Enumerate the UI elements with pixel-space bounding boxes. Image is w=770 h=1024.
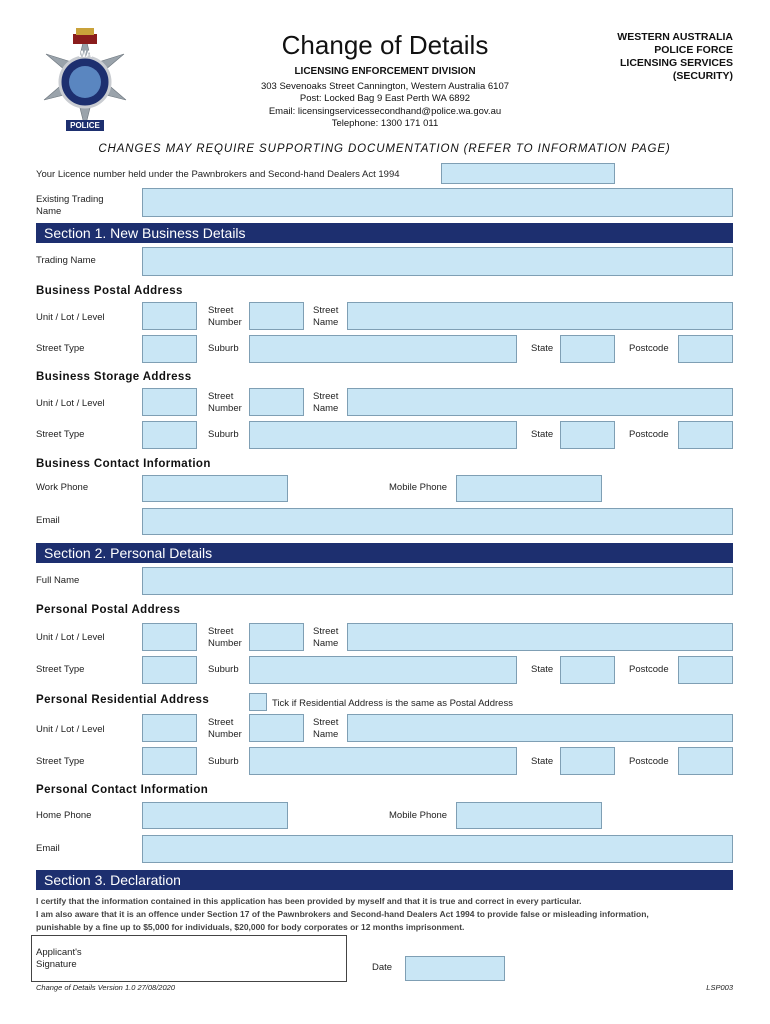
personal-email-field[interactable] [142,835,733,863]
email-line: Email: licensingservicessecondhand@police.wa.gov.au [268,105,502,117]
label-line: Street [313,626,339,637]
bs-state-field[interactable] [560,421,615,449]
section-2-header: Section 2. Personal Details [36,543,733,563]
same-as-postal-checkbox[interactable] [249,693,267,711]
label-line: Applicant's [36,947,82,958]
label-line: Street [208,305,234,316]
label-line: Street [208,626,234,637]
division-name: LICENSING ENFORCEMENT DIVISION [294,66,476,77]
email-label: Email [36,515,60,526]
postcode-label: Postcode [629,343,669,354]
street-name-label [313,717,338,741]
licence-number-label: Your Licence number held under the Pawnbrokers and Second-hand Dealers Act 1994 [36,169,400,180]
home-phone-field[interactable] [142,802,288,829]
existing-trading-name-label [36,194,104,218]
street-number-label [208,717,242,741]
bp-street-number-field[interactable] [249,302,304,330]
personal-postal-heading: Personal Postal Address [36,604,181,616]
police-logo [36,24,134,136]
date-field[interactable] [405,956,505,981]
pr-street-number-field[interactable] [249,714,304,742]
pp-state-field[interactable] [560,656,615,684]
declaration-line: punishable by a fine up to $5,000 for individuals, $20,000 for body corporates or 12 months imprisonment. [36,922,465,932]
full-name-label: Full Name [36,575,80,586]
street-type-label: Street Type [36,429,85,440]
pr-street-type-field[interactable] [142,747,197,775]
unit-label: Unit / Lot / Level [36,312,105,323]
mobile-phone-label: Mobile Phone [389,810,448,821]
business-contact-heading: Business Contact Information [36,458,211,470]
pp-postcode-field[interactable] [678,656,733,684]
street-type-label: Street Type [36,343,85,354]
label-line: Name [313,638,339,649]
street-number-label [208,305,242,329]
label-line: Number [208,729,242,740]
page-title: Change of Details [281,30,489,60]
bs-postcode-field[interactable] [678,421,733,449]
logo-wa-text: WA [77,49,93,59]
post-line: Post: Locked Bag 9 East Perth WA 6892 [299,93,471,104]
pr-unit-field[interactable] [142,714,197,742]
licence-number-field[interactable] [441,163,615,184]
trading-name-field[interactable] [142,247,733,276]
business-email-field[interactable] [142,508,733,535]
pr-street-name-field[interactable] [347,714,733,742]
street-name-label [313,305,338,329]
work-phone-label: Work Phone [36,482,89,493]
label-line: Street [208,391,234,402]
suburb-label: Suburb [208,756,239,767]
section-1-header: Section 1. New Business Details [36,223,733,243]
personal-contact-heading: Personal Contact Information [36,784,209,796]
org-line: WESTERN AUSTRALIA [617,31,733,43]
bp-street-name-field[interactable] [347,302,733,330]
existing-trading-name-field[interactable] [142,188,733,217]
bs-unit-field[interactable] [142,388,197,416]
state-label: State [531,664,554,675]
bs-street-number-field[interactable] [249,388,304,416]
pr-suburb-field[interactable] [249,747,517,775]
state-label: State [531,343,554,354]
street-type-label: Street Type [36,756,85,767]
label-line: Name [313,729,339,740]
bs-street-type-field[interactable] [142,421,197,449]
suburb-label: Suburb [208,429,239,440]
label-line: Signature [36,959,77,970]
label-line: Name [36,206,62,217]
label-line: Name [313,403,339,414]
pp-street-name-field[interactable] [347,623,733,651]
bp-unit-field[interactable] [142,302,197,330]
unit-label: Unit / Lot / Level [36,398,105,409]
email-label: Email [36,843,60,854]
declaration-line: I certify that the information contained in this application has been provided by myself and that it is true and correct in every particular. [36,896,582,906]
trading-name-label: Trading Name [36,255,96,266]
business-postal-heading: Business Postal Address [36,285,183,297]
unit-label: Unit / Lot / Level [36,632,105,643]
personal-mobile-field[interactable] [456,802,602,829]
street-number-label [208,626,242,650]
pp-suburb-field[interactable] [249,656,517,684]
pr-postcode-field[interactable] [678,747,733,775]
label-line: Street [313,717,339,728]
street-type-label: Street Type [36,664,85,675]
org-block [560,31,733,83]
postcode-label: Postcode [629,664,669,675]
org-line: LICENSING SERVICES [620,57,733,69]
home-phone-label: Home Phone [36,810,92,821]
label-line: Number [208,403,242,414]
personal-residential-heading: Personal Residential Address [36,694,210,706]
logo-police-text: POLICE [70,121,100,130]
street-name-label [313,391,338,415]
label-line: Number [208,638,242,649]
unit-label: Unit / Lot / Level [36,724,105,735]
address-line: 303 Sevenoaks Street Cannington, Western Australia 6107 [260,80,510,92]
org-line: POLICE FORCE [654,44,733,56]
bp-state-field[interactable] [560,335,615,363]
form-code: LSP003 [706,983,733,992]
label-line: Existing Trading [36,194,104,205]
label-line: Street [313,305,339,316]
postcode-label: Postcode [629,429,669,440]
signature-label [36,947,82,971]
version-footer: Change of Details Version 1.0 27/08/2020 [36,983,175,992]
documentation-notice: CHANGES MAY REQUIRE SUPPORTING DOCUMENTATION (REFER TO INFORMATION PAGE) [98,143,671,155]
same-as-postal-label: Tick if Residential Address is the same as Postal Address [272,698,513,709]
state-label: State [531,756,554,767]
phone-line: Telephone: 1300 171 011 [331,118,439,129]
business-storage-heading: Business Storage Address [36,371,192,383]
bs-suburb-field[interactable] [249,421,517,449]
street-number-label [208,391,242,415]
street-name-label [313,626,338,650]
declaration-text [36,895,733,934]
work-phone-field[interactable] [142,475,288,502]
bs-street-name-field[interactable] [347,388,733,416]
pp-street-type-field[interactable] [142,656,197,684]
state-label: State [531,429,554,440]
full-name-field[interactable] [142,567,733,595]
section-3-header: Section 3. Declaration [36,870,733,890]
org-line: (SECURITY) [672,70,733,82]
pp-street-number-field[interactable] [249,623,304,651]
label-line: Name [313,317,339,328]
suburb-label: Suburb [208,343,239,354]
bp-street-type-field[interactable] [142,335,197,363]
pr-state-field[interactable] [560,747,615,775]
label-line: Number [208,317,242,328]
pp-unit-field[interactable] [142,623,197,651]
declaration-line: I am also aware that it is an offence under Section 17 of the Pawnbrokers and Second-hand Dealers Act 1994 to provide false or misleading information, [36,909,649,919]
label-line: Street [313,391,339,402]
header-contact [230,66,540,131]
suburb-label: Suburb [208,664,239,675]
label-line: Street [208,717,234,728]
business-mobile-field[interactable] [456,475,602,502]
bp-suburb-field[interactable] [249,335,517,363]
postcode-label: Postcode [629,756,669,767]
mobile-phone-label: Mobile Phone [389,482,448,493]
bp-postcode-field[interactable] [678,335,733,363]
date-label: Date [372,962,393,973]
